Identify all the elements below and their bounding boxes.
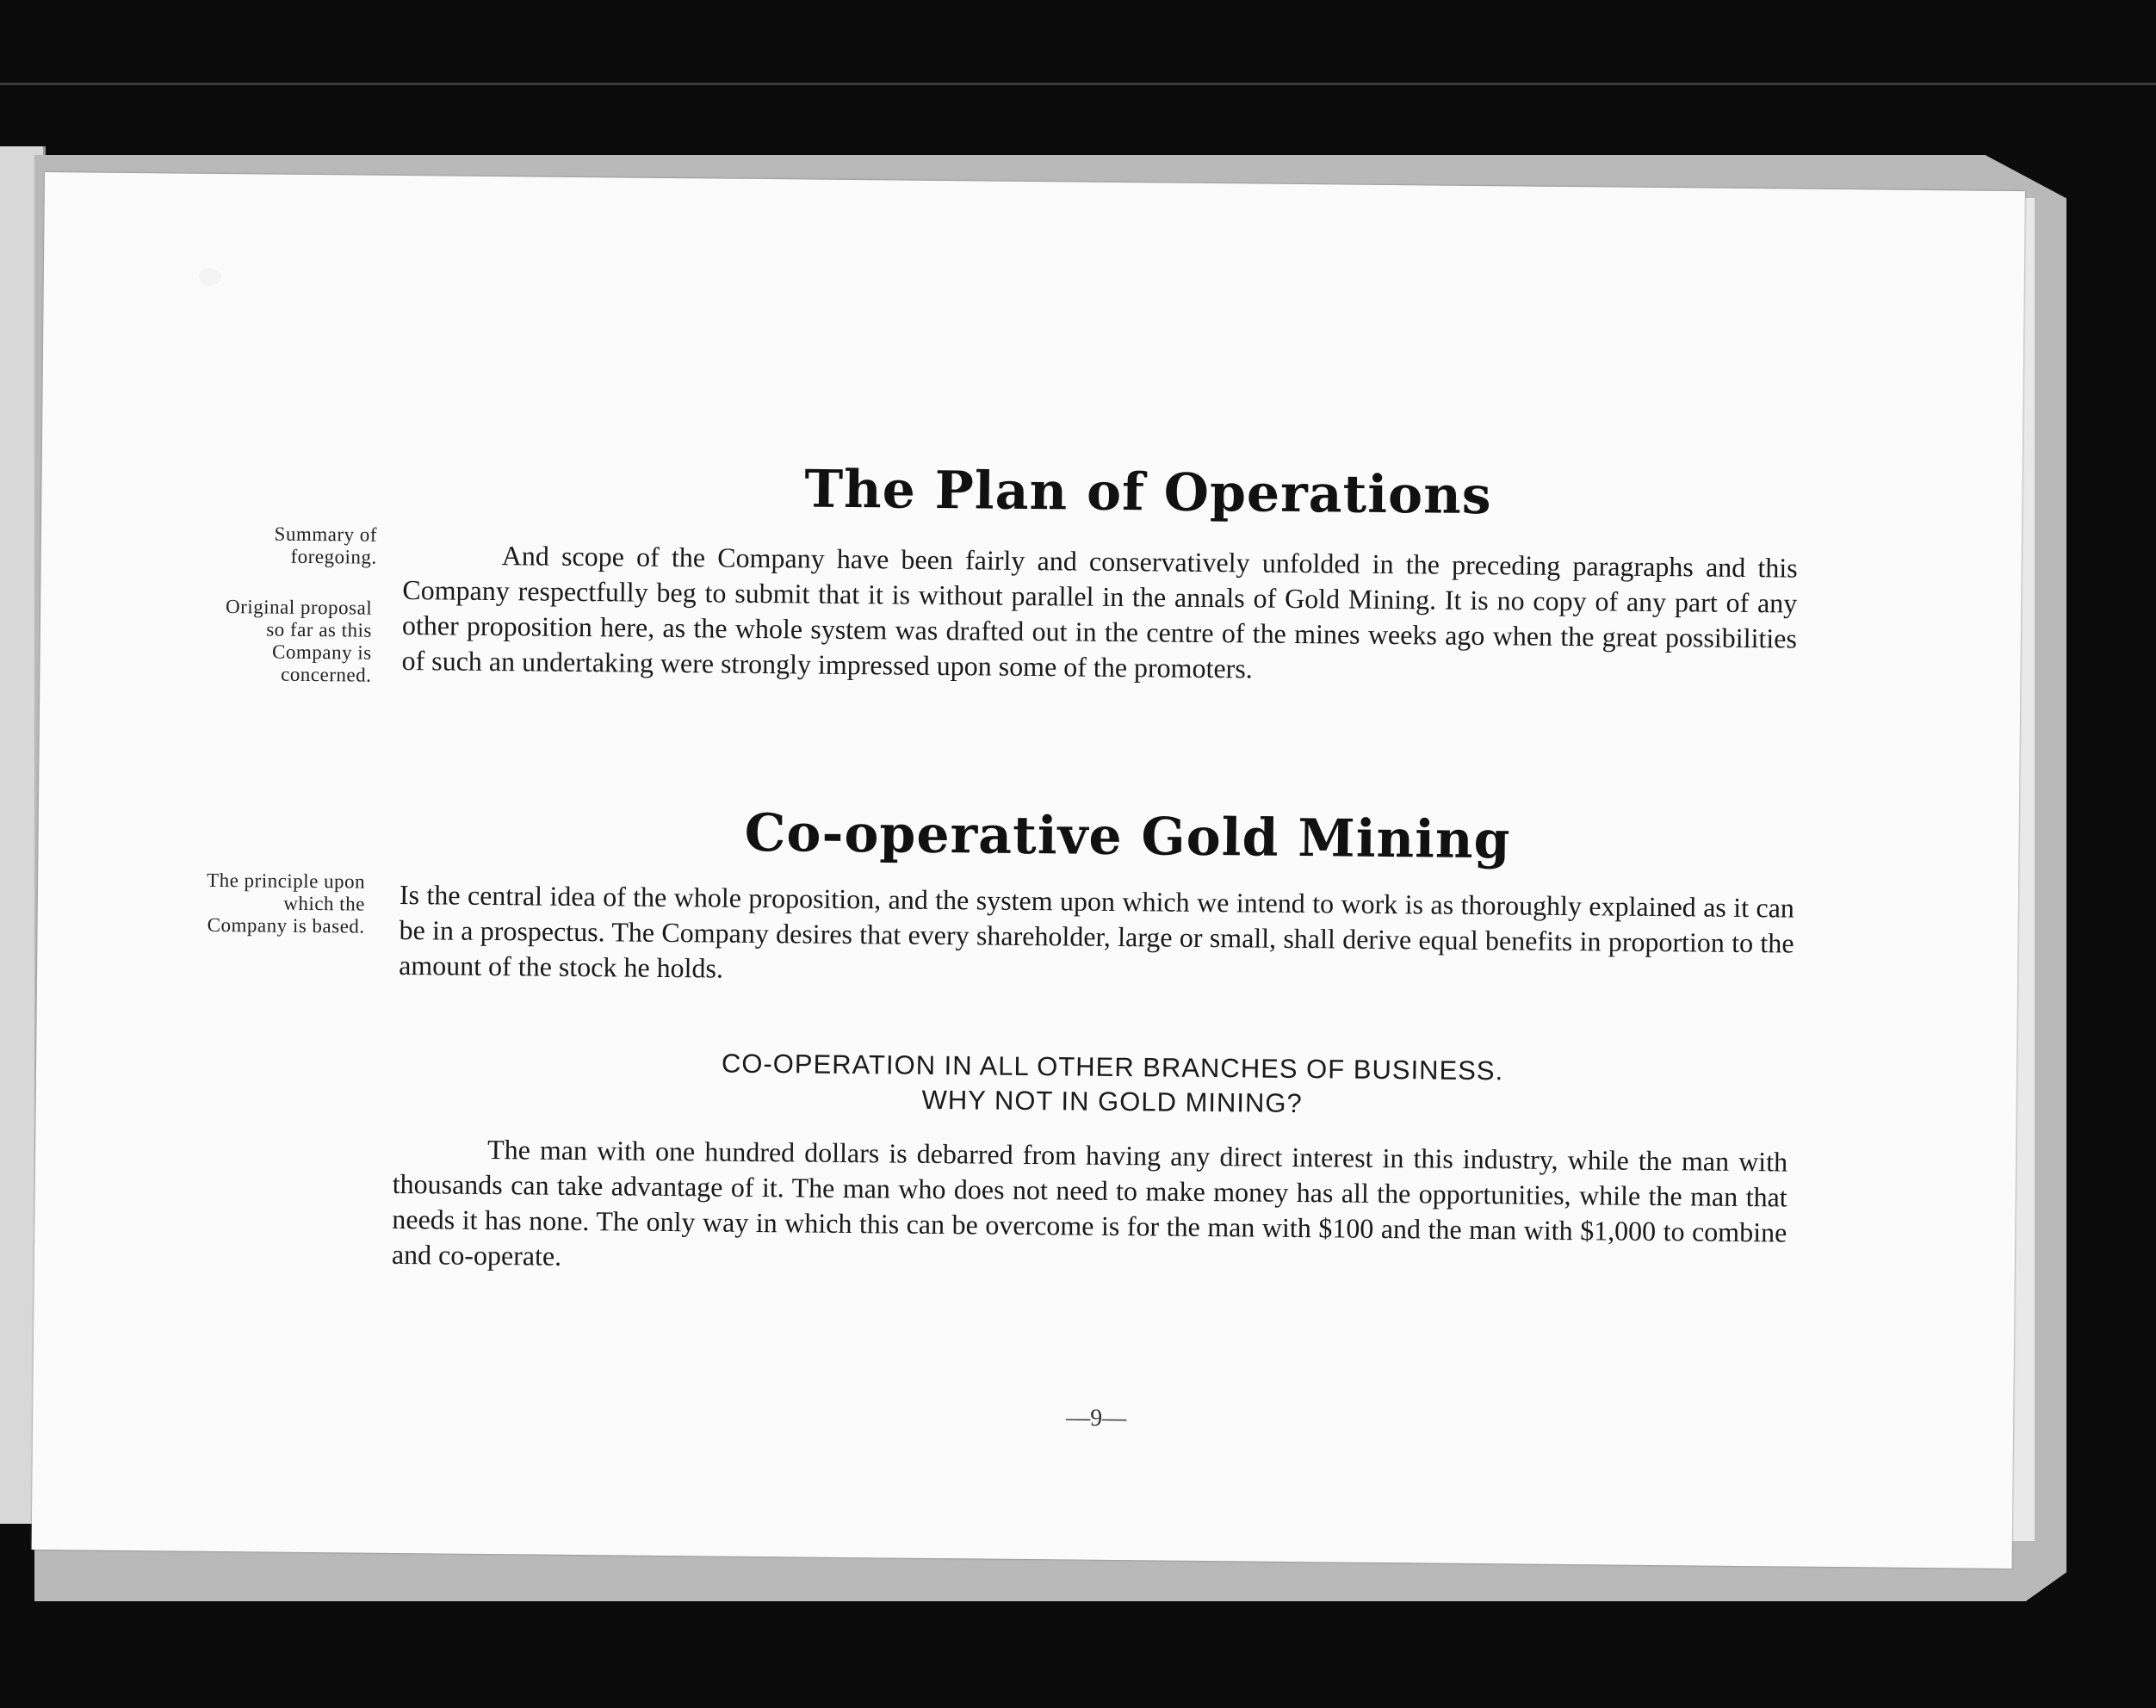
paragraph-cooperative: Is the central idea of the whole proposition, and the system upon which we intend to work is as thoroughly explained as it can be in a prospectus. The Company desires that every shareholder, large or small, shall derive equal benefits in proportion to the amount of the stock he holds. <box>399 878 1795 984</box>
sidenote-summary: Summary of foregoing. <box>274 523 378 568</box>
paragraph-plan: And scope of the Company have been fairly and conservatively unfolded in the preceding paragraphs and this Company respectfully beg to submit that it is without parallel in the annals of Gold Mining. It is no copy of any part of any other proposition here, as the whole system was drafted out in the centre of the mines weeks ago when the great possibilities of such an undertaking were strongly impressed upon some of the promoters. <box>401 540 1798 684</box>
paragraph-man-with-dollars: The man with one hundred dollars is debarred from having any direct interest in this industry, while the man with thousands can take advantage of it. The man who does not need to make money has all the opportunities, while the man that needs it has none. The only way in which this can be overcome is for the man with $100 and the man with $1,000 to combine and co-operate. <box>391 1133 1788 1272</box>
sidenote-principle: The principle upon which the Company is based. <box>206 869 366 938</box>
heading-cooperative-gold-mining: Co-operative Gold Mining <box>744 802 1511 871</box>
page-number: —9— <box>1066 1404 1127 1433</box>
paper-speck <box>199 269 221 286</box>
caps-heading-line-2: WHY NOT IN GOLD MINING? <box>921 1084 1303 1119</box>
caps-heading-line-1: CO-OPERATION IN ALL OTHER BRANCHES OF BUSINESS. <box>721 1048 1504 1086</box>
scanner-edge <box>0 83 2156 85</box>
book-page <box>32 172 2025 1569</box>
sidenote-original-proposal: Original proposal so far as this Company is concerned. <box>225 596 373 686</box>
heading-plan-of-operations: The Plan of Operations <box>804 459 1492 527</box>
